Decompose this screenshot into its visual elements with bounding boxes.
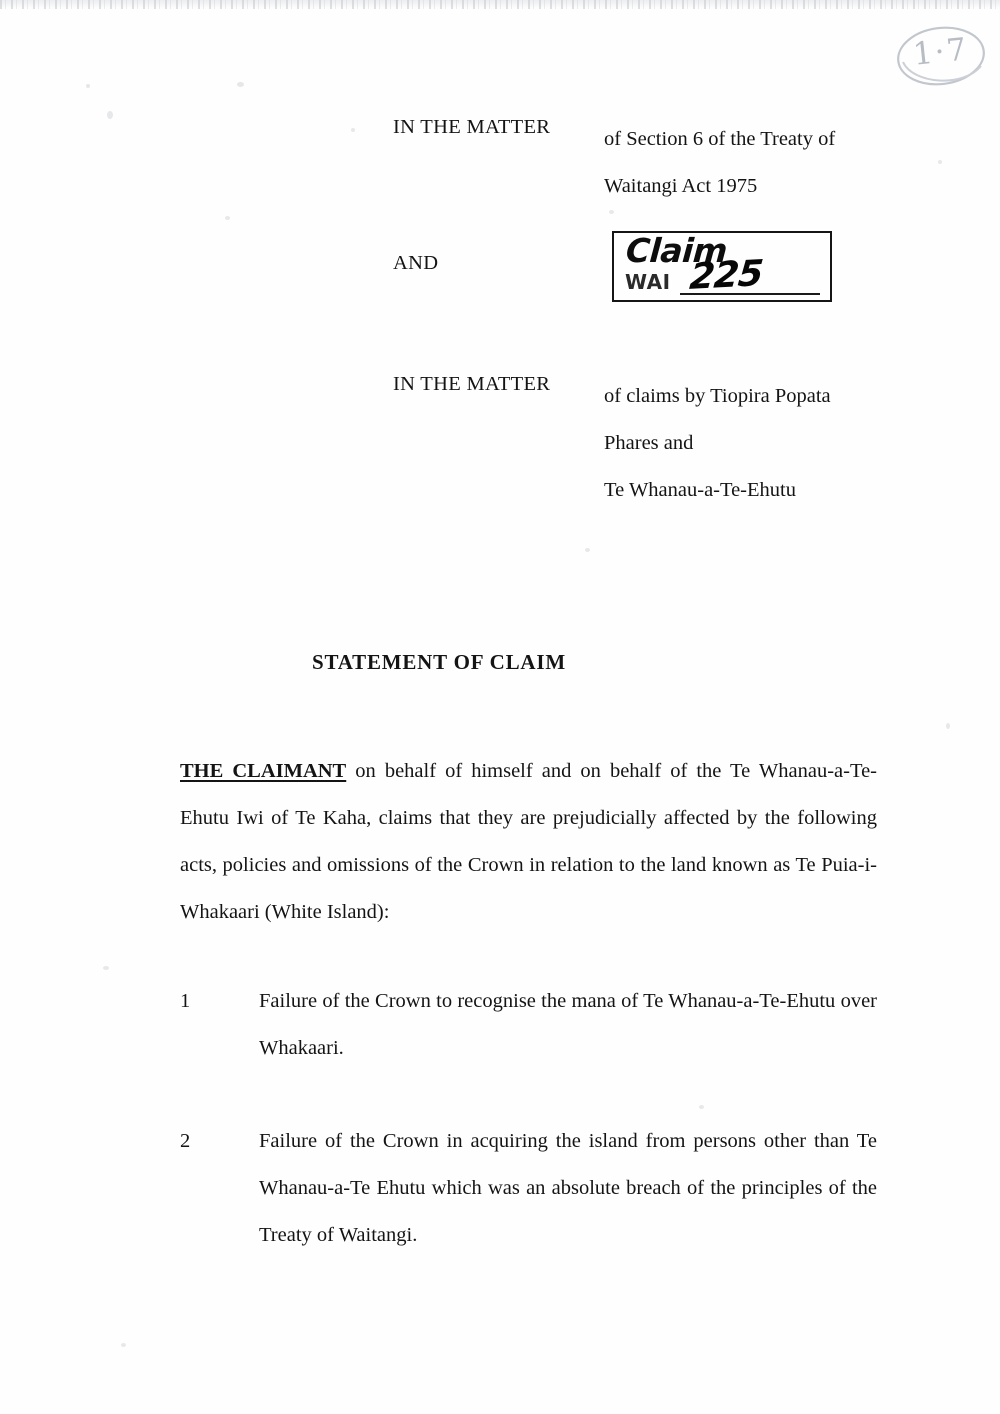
claim-text-1: Failure of the Crown to recognise the mana of Te Whanau-a-Te-Ehutu over Whakaari. [259, 990, 877, 1059]
matter-line: of Section 6 of the Treaty of [604, 128, 836, 150]
matter-line: of claims by Tiopira Popata [604, 385, 831, 407]
scan-speck [225, 216, 230, 220]
matter-line: Waitangi Act 1975 [604, 175, 758, 197]
claimant-lead-in: THE CLAIMANT [180, 760, 347, 782]
matter-label-1: IN THE MATTER [393, 116, 551, 138]
stamp-wai-label: WAI [625, 270, 671, 294]
scan-edge-artifact [0, 0, 1000, 9]
scan-speck [585, 548, 590, 552]
scan-speck [237, 82, 244, 87]
matter-label-2: AND [393, 252, 439, 274]
claim-number-2: 2 [180, 1130, 191, 1152]
matter-label-3: IN THE MATTER [393, 373, 551, 395]
stamp-wai-number: 225 [687, 253, 765, 298]
matter-value-3 [604, 373, 904, 514]
scan-speck [609, 210, 614, 214]
claim-item-1 [180, 978, 877, 1072]
scan-speck [351, 128, 355, 132]
page-title: STATEMENT OF CLAIM [312, 650, 566, 674]
matter-value-1 [604, 116, 904, 210]
scan-speck [699, 1105, 704, 1109]
scan-speck [107, 111, 113, 119]
claim-number-1: 1 [180, 990, 191, 1012]
wai-claim-stamp [612, 231, 832, 302]
matter-line: Te Whanau-a-Te-Ehutu [604, 479, 796, 501]
matter-row-3 [393, 373, 904, 514]
scan-speck [946, 723, 950, 729]
scan-speck [938, 160, 942, 164]
page-number-annotation [893, 22, 989, 94]
matter-line: Phares and [604, 432, 694, 454]
matter-row-2 [393, 252, 604, 275]
scan-speck [103, 966, 109, 970]
matter-row-1 [393, 116, 904, 210]
claim-item-2 [180, 1118, 877, 1259]
claimant-paragraph [180, 748, 877, 936]
stamp-claim-label: Claim [624, 231, 729, 270]
claimant-paragraph-text: on behalf of himself and on behalf of the Te Whanau-a-Te-Ehutu Iwi of Te Kaha, claims that they are prejudicially affected by the following acts, policies and omissions of the Crown in relation to the land known as Te Puia-i-Whakaari (White Island): [180, 760, 877, 923]
scan-speck [86, 84, 90, 88]
claim-text-2: Failure of the Crown in acquiring the island from persons other than Te Whanau-a-Te Ehutu which was an absolute breach of the principles of the Treaty of Waitangi. [259, 1130, 877, 1246]
page-number-text: 1·7 [911, 31, 971, 73]
scan-speck [121, 1343, 126, 1347]
